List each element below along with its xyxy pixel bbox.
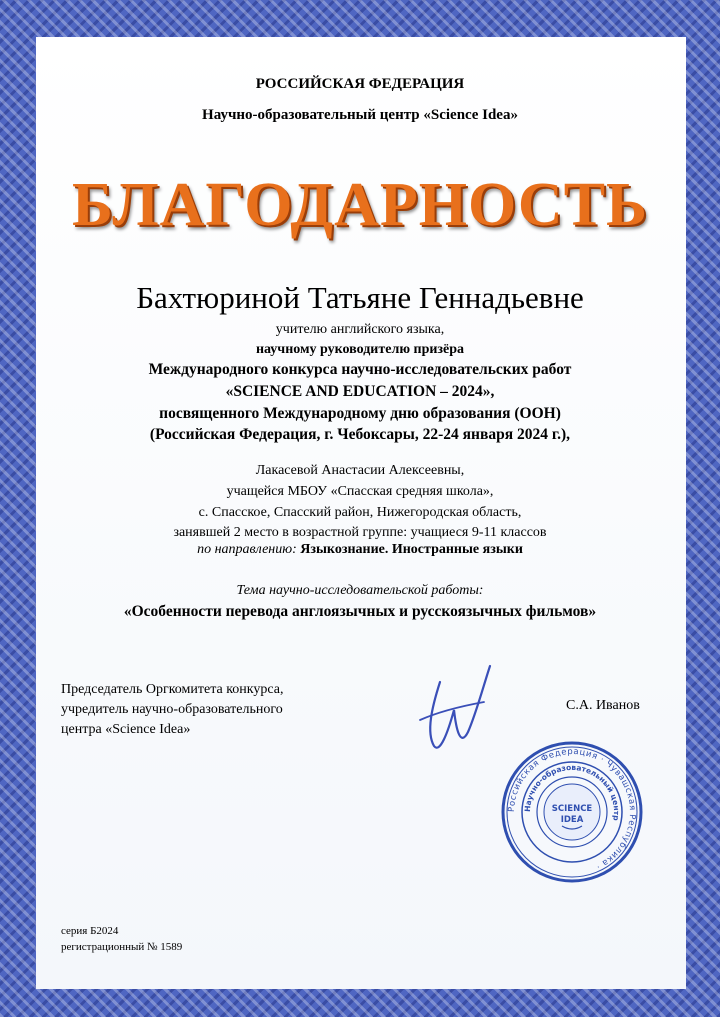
- organization-seal: [500, 740, 644, 884]
- contest-name-line1: Международного конкурса научно-исследовательских работ: [148, 361, 572, 378]
- student-name: Лакасевой Анастасии Алексеевны,: [255, 463, 465, 478]
- contest-location-date: (Российская Федерация, г. Чебоксары, 22-24 января 2024 г.),: [149, 426, 571, 443]
- signer-name: С.А. Иванов: [566, 698, 640, 713]
- chairman-line2: учредитель научно-образовательного: [61, 702, 283, 717]
- work-topic: «Особенности перевода англоязычных и русскоязычных фильмов»: [123, 603, 597, 620]
- country-heading: РОССИЙСКАЯ ФЕДЕРАЦИЯ: [255, 76, 465, 92]
- student-location: с. Спасское, Спасский район, Нижегородская область,: [198, 505, 522, 520]
- seal-logo-line1: SCIENCE: [551, 804, 593, 814]
- seal-inner-text: Научно-образовательный центр: [522, 762, 622, 822]
- contest-dedication: посвященного Международному дню образования (ООН): [159, 405, 561, 422]
- science-idea-logo: [544, 784, 600, 840]
- certificate-title: БЛАГОДАРНОСТЬ: [71, 171, 649, 239]
- recipient-name: Бахтюриной Татьяне Геннадьевне: [136, 280, 584, 315]
- recipient-role: научному руководителю призёра: [255, 342, 465, 357]
- organization-heading: Научно-образовательный центр «Science Idea»: [202, 107, 518, 123]
- handwritten-signature: [418, 662, 498, 757]
- direction-label: по направлению:: [197, 542, 297, 557]
- student-place: занявшей 2 место в возрастной группе: учащиеся 9-11 классов: [173, 525, 547, 540]
- topic-label: Тема научно-исследовательской работы:: [236, 583, 484, 598]
- chairman-line3: центра «Science Idea»: [61, 722, 191, 737]
- contest-name-line2: «SCIENCE AND EDUCATION – 2024»,: [225, 383, 495, 400]
- chairman-line1: Председатель Оргкомитета конкурса,: [61, 682, 284, 697]
- seal-logo-line2: IDEA: [560, 815, 584, 825]
- student-direction: [0, 542, 720, 558]
- registration-number: регистрационный № 1589: [61, 941, 183, 953]
- direction-value: Языкознание. Иностранные языки: [300, 542, 523, 557]
- seal-outer-text: Российская Федерация · Чувашская Республика ·: [506, 746, 638, 872]
- chairman-title: [61, 680, 381, 740]
- series-number: серия Б2024: [61, 925, 119, 937]
- student-school: учащейся МБОУ «Спасская средняя школа»,: [226, 484, 494, 499]
- recipient-position: учителю английского языка,: [275, 322, 445, 337]
